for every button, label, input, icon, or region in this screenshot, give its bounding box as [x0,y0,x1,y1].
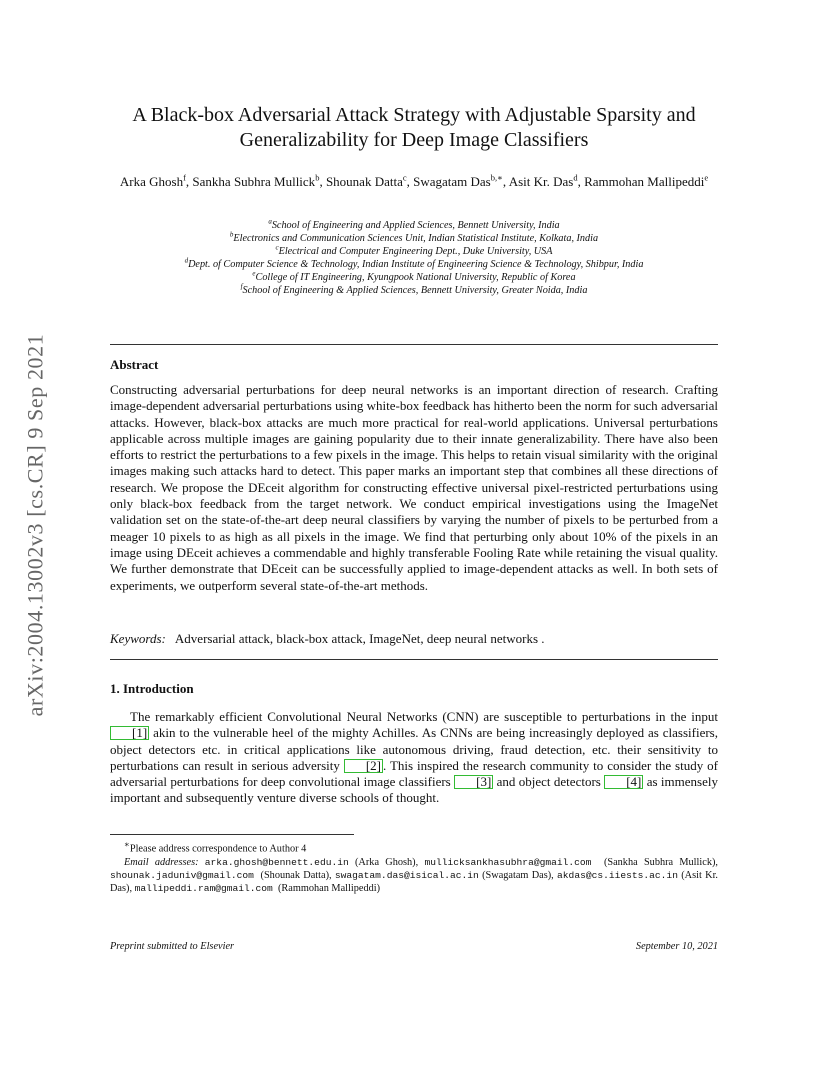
section-heading-introduction: 1. Introduction [110,681,194,696]
affiliation-mark: a [268,217,272,226]
intro-text: . This inspired the research community to consider the study of adversarial perturbations for deep convolutional image classifiers [110,757,718,790]
affiliation-list [90,219,738,298]
keywords-label: Keywords: [110,631,166,646]
citation-link[interactable]: [2] [344,759,383,773]
affiliation-e [90,271,738,284]
email-owner: (Asit Kr. Das) [110,869,719,895]
email-address[interactable]: arka.ghosh@bennett.edu.in [204,856,349,868]
author-affiliation-mark: c [402,172,407,183]
author-name: Asit Kr. Das [508,174,574,189]
paper-title-line-1: A Black-box Adversarial Attack Strategy with Adjustable Sparsity and [132,104,696,126]
arxiv-identifier-text: arXiv:2004.13002v3 [cs.CR] 9 Sep 2021 [22,333,48,717]
abstract-bottom-rule [110,659,718,660]
author-separator: , [185,174,193,189]
intro-text: akin to the vulnerable heel of the mighty Achilles. As CNNs are being increasingly deployed as classifiers, object detectors etc. in critical applications like autonomous driving, fraud detection, etc. their sensitivity to perturbations can result in serious adversity [110,725,718,773]
footnote [110,838,718,895]
citation-link[interactable]: [3] [454,775,493,789]
email-owner: (Arka Ghosh) [355,856,416,868]
introduction-paragraph [110,709,718,807]
email-label: Email addresses: [124,856,199,868]
author-affiliation-mark: b,∗ [490,172,503,183]
intro-text: The remarkably efficient Convolutional Neural Networks (CNN) are susceptible to perturbations in the input [130,709,718,724]
affiliation-text: Electrical and Computer Engineering Dept., Duke University, USA [278,246,553,258]
arxiv-identifier-stamp [7,295,63,755]
affiliation-mark: d [184,256,189,265]
paper-title-line-2: Generalizability for Deep Image Classifiers [239,129,589,151]
author-affiliation-mark: f [183,172,186,183]
email-owner: (Swagatam Das) [482,869,552,881]
citation-link[interactable]: [4] [604,775,643,789]
affiliation-b [90,232,738,245]
email-address[interactable]: mallipeddi.ram@gmail.com [134,883,273,895]
page-footer [110,941,718,952]
abstract-text: Constructing adversarial perturbations for deep neural networks is an important direction of research. Crafting image-dependent adversarial perturbations using white-box feedback has hitherto been the norm for such adversarial attacks. However, black-box attacks are much more practical for real-world applications. Universal perturbations applicable across multiple images are gaining popularity due to their innate generalizability. There have also been efforts to restrict the perturbations to a few pixels in the image. This helps to retain visual similarity with the original images making such attacks hard to detect. This paper marks an important step that combines all these directions of research. We propose the DEceit algorithm for constructing effective universal pixel-restricted perturbations using only black-box feedback from the target network. We conduct empirical investigations using the ImageNet validation set on the state-of-the-art deep neural classifiers by varying the number of pixels to be perturbed from a meager 10 pixels to as high as all pixels in the image. We find that perturbing only about 10% of the pixels in an image using DEceit achieves a commendable and highly transferable Fooling Rate while retaining the visual quality. We further demonstrate that DEceit can be successfully applied to image-dependent attacks as well. In both sets of experiments, we outperform several state-of-the-art methods. [110,382,718,593]
email-address[interactable]: mullicksankhasubhra@gmail.com [424,856,592,868]
author-name: Shounak Datta [325,174,403,189]
author-separator: , [406,174,414,189]
author-list [110,173,718,191]
author-affiliation-mark: e [704,172,709,183]
footer-date: September 10, 2021 [635,941,718,952]
author-4 [413,174,509,189]
affiliation-mark: b [229,230,234,239]
author-name: Swagatam Das [413,174,491,189]
keywords-text: Adversarial attack, black-box attack, ImageNet, deep neural networks . [174,631,545,646]
author-separator: , [577,174,585,189]
author-affiliation-mark: d [573,172,578,183]
author-name: Rammohan Mallipeddi [584,174,705,189]
author-1 [120,174,193,189]
email-owner: (Shounak Datta) [260,869,329,881]
affiliation-mark: c [275,243,279,252]
intro-text: as immensely important and subsequently venture diverse schools of thought. [110,774,718,806]
author-separator: , [319,174,326,189]
affiliation-text: Electronics and Communication Sciences Unit, Indian Statistical Institute, Kolkata, India [233,233,599,245]
footnote-emails: Email addresses: arka.ghosh@bennett.edu.in (Arka Ghosh), mullicksankhasubhra@gmail.com (Sankha Subhra Mullick), shounak.jaduniv@gmail.com (Shounak Datta), swagatam.das@isical.ac.in (Swagatam Das), akdas@cs.iiests.ac.in (Asit Kr. Das), mallipeddi.ram@gmail.com (Rammohan Mallipeddi) [110,856,719,895]
email-address[interactable]: swagatam.das@isical.ac.in [334,869,479,881]
affiliation-d [90,258,738,271]
affiliation-text: School of Engineering and Applied Sciences, Bennett University, India [271,220,560,231]
email-owner: (Rammohan Mallipeddi) [277,883,381,895]
author-separator: , [502,174,509,189]
author-3 [326,174,413,189]
footnote-correspondence-text: Please address correspondence to Author 4 [129,843,307,855]
paper-title [100,103,728,153]
author-6 [584,174,708,189]
intro-text: and object detectors [493,774,605,790]
footer-preprint-note: Preprint submitted to Elsevier [110,941,235,952]
affiliation-mark: e [252,269,256,278]
email-address[interactable]: akdas@cs.iiests.ac.in [557,869,678,881]
author-name: Sankha Subhra Mullick [192,174,316,189]
affiliation-text: College of IT Engineering, Kyungpook National University, Republic of Korea [255,272,576,284]
author-5 [509,174,584,189]
affiliation-mark: f [240,283,243,292]
author-2 [192,174,326,189]
abstract-heading: Abstract [110,357,159,372]
email-owner: (Sankha Subhra Mullick) [603,856,716,868]
affiliation-text: Dept. of Computer Science & Technology, Indian Institute of Engineering Science & Technology, Shibpur, India [188,259,644,271]
author-affiliation-mark: b [315,172,320,183]
affiliation-a [90,219,738,232]
email-address[interactable]: shounak.jaduniv@gmail.com [110,869,254,881]
abstract-top-rule [110,344,718,345]
keywords [110,631,718,647]
footnote-correspondence [110,838,718,856]
footnote-rule [110,834,354,835]
citation-link[interactable]: [1] [110,726,149,740]
affiliation-text: School of Engineering & Applied Sciences, Bennett University, Greater Noida, India [242,285,588,297]
affiliation-f [90,284,738,297]
footnote-mark: ∗ [124,839,130,849]
author-name: Arka Ghosh [119,174,184,189]
